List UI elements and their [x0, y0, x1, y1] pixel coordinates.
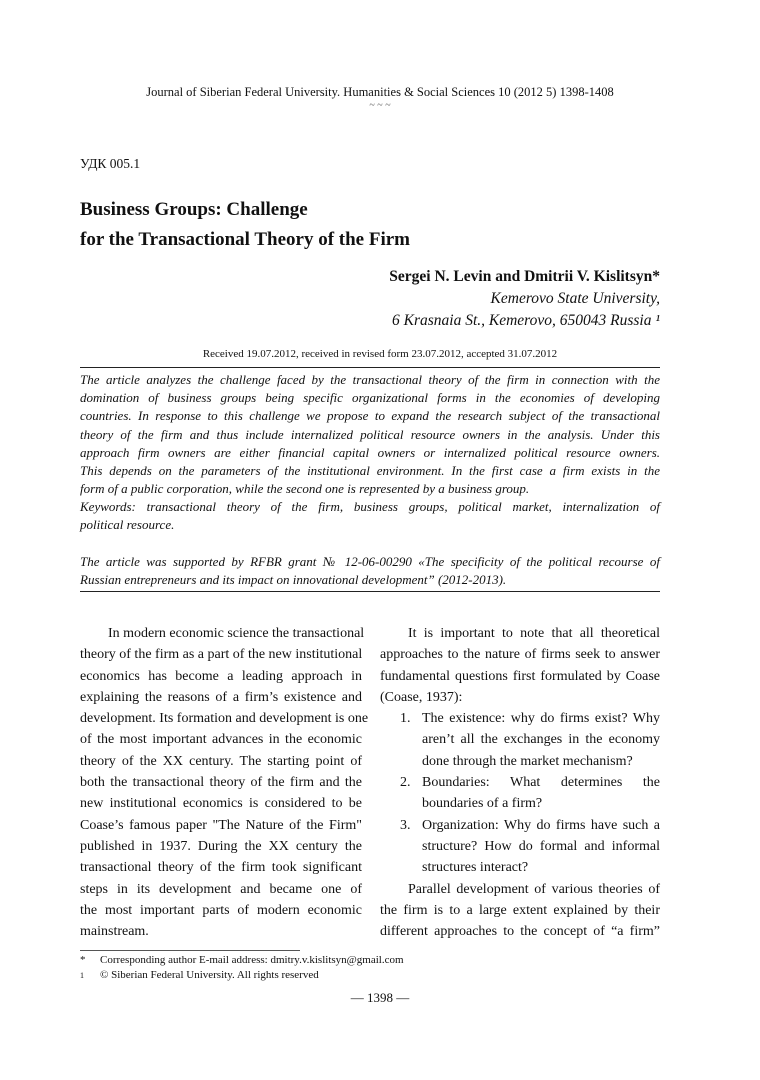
text-line: both the transactional theory of the firm and the — [80, 775, 362, 791]
header-ornament: ~ ~ ~ — [369, 100, 391, 111]
list-item — [380, 772, 660, 815]
text-line: Organization: Why do firms have such a — [422, 817, 660, 833]
list-item — [380, 815, 660, 879]
footnote-divider — [80, 950, 300, 951]
affiliation-line: 6 Krasnaia St., Kemerovo, 650043 Russia ¹ — [391, 312, 660, 329]
text-line: In modern economic science the transactional — [108, 626, 365, 641]
divider — [80, 591, 660, 592]
text-line: fundamental questions first formulated by Coase — [380, 668, 660, 684]
title-line: Business Groups: Challenge — [80, 199, 308, 220]
text-line: Coase’s famous paper "The Nature of the Firm" — [80, 817, 362, 833]
footnotes — [80, 953, 404, 983]
text-line: different approaches to the concept of “a firm” — [380, 924, 660, 940]
text-line: (Coase, 1937): — [380, 689, 463, 705]
text-line: The existence: why do firms exist? Why — [422, 711, 660, 727]
text-line: approach firm owners are either financial capital owners or internalized political resource owners. — [80, 444, 660, 460]
text-line: countries. In response to this challenge we propose to expand the research subject of the transactional — [80, 408, 660, 424]
affiliation-line: Kemerovo State University, — [490, 290, 660, 307]
footnote-mark: 1 — [80, 971, 84, 980]
text-line: Parallel development of various theories of — [408, 881, 660, 897]
text-line: structures interact? — [422, 860, 529, 876]
text-line: Boundaries: What determines the — [422, 775, 660, 791]
footnote-text: © Siberian Federal University. All rights reserved — [100, 969, 319, 981]
text-line: theory of the XX century. The starting point of — [80, 753, 362, 769]
text-line: The article was supported by RFBR grant № 12-06-00290 «The specificity of the political recourse of — [80, 554, 660, 569]
text-line: published in 1937. During the XX century the — [80, 838, 362, 854]
text-line: mainstream. — [80, 924, 149, 940]
text-line: theory of the firm as a part of the new institutional — [80, 647, 363, 663]
text-line: It is important to note that all theoretical — [408, 626, 660, 641]
abstract — [80, 371, 660, 498]
text-line: development. Its formation and development is one — [80, 711, 369, 727]
journal-header: Journal of Siberian Federal University. Humanities & Social Sciences 10 (2012 5) 1398-1408 — [146, 85, 614, 99]
list-number: 1. — [400, 711, 411, 727]
text-line: the most important parts of modern economic — [80, 902, 362, 918]
udc-code: УДК 005.1 — [80, 156, 141, 171]
list-item — [380, 708, 660, 772]
funding-note — [80, 553, 660, 589]
article-title — [80, 195, 410, 255]
text-line: boundaries of a firm? — [422, 796, 543, 812]
page-number: — 1398 — — [350, 990, 410, 1005]
text-line: explaining the reasons of a firm’s existence and — [80, 689, 362, 705]
left-column — [80, 623, 369, 942]
text-line: The article analyzes the challenge faced by the transactional theory of the firm in connection with the — [80, 372, 660, 387]
text-line: structure? How do formal and informal — [422, 838, 660, 854]
text-line: approaches to the nature of firms seek to answer — [380, 647, 660, 663]
list-number: 3. — [400, 817, 411, 833]
received-dates: Received 19.07.2012, received in revised form 23.07.2012, accepted 31.07.2012 — [202, 348, 558, 360]
text-line: This depends on the parameters of the institutional environment. In the first case a firm exists in the — [80, 463, 660, 479]
text-line: political resource. — [80, 517, 175, 533]
text-line: of the most important advances in the economic — [80, 732, 362, 748]
text-line: new institutional economics is considered to be — [80, 796, 362, 812]
text-line: transactional theory of the firm took significant — [80, 860, 362, 876]
text-line: economics has become a leading approach in — [80, 668, 362, 684]
text-line: steps in its development and became one of — [80, 881, 362, 897]
right-column — [380, 623, 660, 942]
text-line: Russian entrepreneurs and its impact on innovational development” (2012-2013). — [80, 572, 507, 588]
authors: Sergei N. Levin and Dmitrii V. Kislitsyn* — [389, 268, 660, 285]
text-line: form of a public corporation, while the second one is represented by a business group. — [80, 481, 530, 497]
text-line: the firm is to a large extent explained by their — [380, 902, 660, 918]
title-line: for the Transactional Theory of the Firm — [80, 229, 411, 250]
footnote-text: Corresponding author E-mail address: dmitry.v.kislitsyn@gmail.com — [100, 954, 404, 966]
text-line: Keywords: transactional theory of the firm, business groups, political market, internalization of — [80, 499, 660, 514]
keywords — [80, 498, 660, 534]
text-line: done through the market mechanism? — [422, 753, 633, 769]
text-line: theory of the firm and thus include internalized political resource owners in the analysis. Under this — [80, 426, 660, 442]
divider — [80, 367, 660, 368]
list-number: 2. — [400, 775, 411, 791]
footnote-mark: * — [80, 954, 86, 966]
text-line: domination of business groups being specific organizational forms in the economies of developing — [80, 390, 660, 406]
author-block — [389, 266, 660, 332]
text-line: aren’t all the exchanges in the economy — [422, 732, 660, 748]
